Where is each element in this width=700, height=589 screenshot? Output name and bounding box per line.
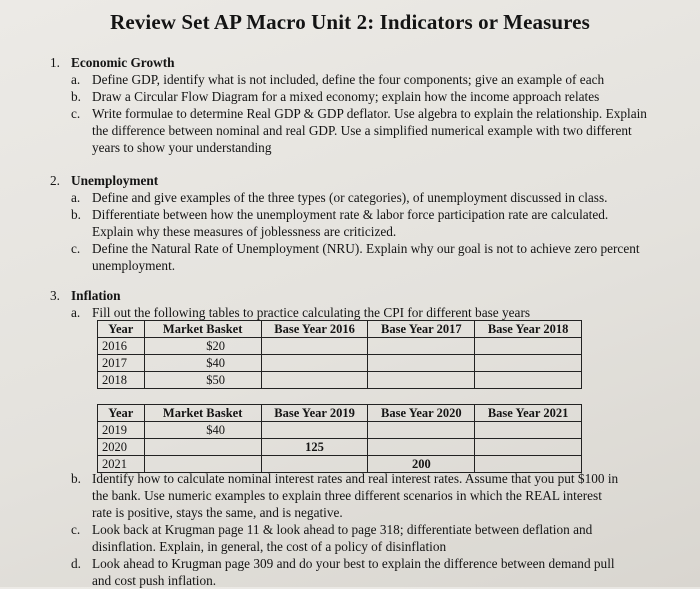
cpi-cell[interactable]: [368, 372, 475, 389]
table-row: 2021 200: [98, 456, 582, 473]
cpi-cell[interactable]: [475, 439, 582, 456]
list-item: d. Look ahead to Krugman page 309 and do your best to explain the difference between demand pull and cost push inflation.: [71, 556, 615, 588]
item-list: [50, 470, 620, 589]
section-inflation-continued: [50, 470, 620, 589]
list-item: a. Define GDP, identify what is not included, define the four components; give an example of each: [71, 72, 605, 87]
section-number: 1.: [50, 55, 60, 70]
table-row: 2018 $50: [98, 372, 582, 389]
cpi-cell[interactable]: [475, 372, 582, 389]
table-row: 2017 $40: [98, 355, 582, 372]
cpi-cell[interactable]: [261, 422, 368, 439]
section-economic-growth: [50, 54, 650, 156]
item-list: [50, 71, 650, 156]
list-item: c. Define the Natural Rate of Unemployment (NRU). Explain why our goal is not to achieve zero percent unemployment.: [71, 241, 640, 273]
cpi-cell[interactable]: [368, 338, 475, 355]
list-item: c. Write formulae to determine Real GDP & GDP deflator. Use algebra to explain the relationship. Explain the difference between nominal and real GDP. Use a simplified numerical example with two different years to show your understanding: [71, 106, 647, 155]
list-item: b. Identify how to calculate nominal interest rates and real interest rates. Assume that you put $100 in the bank. Use numeric examples to explain three different scenarios in which the REAL interest rate is positive, stays the same, and is negative.: [71, 471, 619, 520]
list-item: b. Differentiate between how the unemployment rate & labor force participation rate are calculated. Explain why these measures of joblessness are criticized.: [71, 207, 609, 239]
list-item: b. Draw a Circular Flow Diagram for a mixed economy; explain how the income approach relates: [71, 89, 600, 104]
section-heading: Economic Growth: [71, 55, 175, 70]
cpi-cell[interactable]: [475, 355, 582, 372]
cpi-cell[interactable]: 125: [261, 439, 368, 456]
item-list: [50, 304, 650, 321]
table-header-row: Year Market Basket Base Year 2019 Base Year 2020 Base Year 2021: [98, 405, 582, 422]
cpi-cell[interactable]: [261, 372, 368, 389]
section-inflation: [50, 287, 650, 321]
item-list: [50, 189, 650, 274]
list-item: c. Look back at Krugman page 11 & look ahead to page 318; differentiate between deflation and disinflation. Explain, in general, the cost of a policy of disinflation: [71, 522, 593, 554]
cpi-cell[interactable]: 200: [368, 456, 475, 473]
cpi-cell[interactable]: [368, 422, 475, 439]
cpi-cell[interactable]: [475, 422, 582, 439]
cpi-cell[interactable]: [368, 439, 475, 456]
cpi-cell[interactable]: [368, 355, 475, 372]
section-unemployment: [50, 172, 650, 274]
section-heading: Unemployment: [71, 173, 159, 188]
cpi-table-2019-2021: [97, 404, 582, 473]
cpi-cell[interactable]: [261, 338, 368, 355]
cpi-table-2016-2018: [97, 320, 582, 389]
section-heading: Inflation: [71, 288, 121, 303]
section-number: 3.: [50, 288, 60, 303]
list-item: a. Fill out the following tables to practice calculating the CPI for different base years: [71, 305, 531, 320]
table-header-row: Year Market Basket Base Year 2016 Base Year 2017 Base Year 2018: [98, 321, 582, 338]
list-item: a. Define and give examples of the three types (or categories), of unemployment discussed in class.: [71, 190, 608, 205]
section-number: 2.: [50, 173, 60, 188]
cpi-cell[interactable]: [475, 338, 582, 355]
table-row: 2019 $40: [98, 422, 582, 439]
table-row: 2020 125: [98, 439, 582, 456]
table-row: 2016 $20: [98, 338, 582, 355]
page-title: Review Set AP Macro Unit 2: Indicators or Measures: [110, 10, 590, 34]
cpi-cell[interactable]: [261, 355, 368, 372]
